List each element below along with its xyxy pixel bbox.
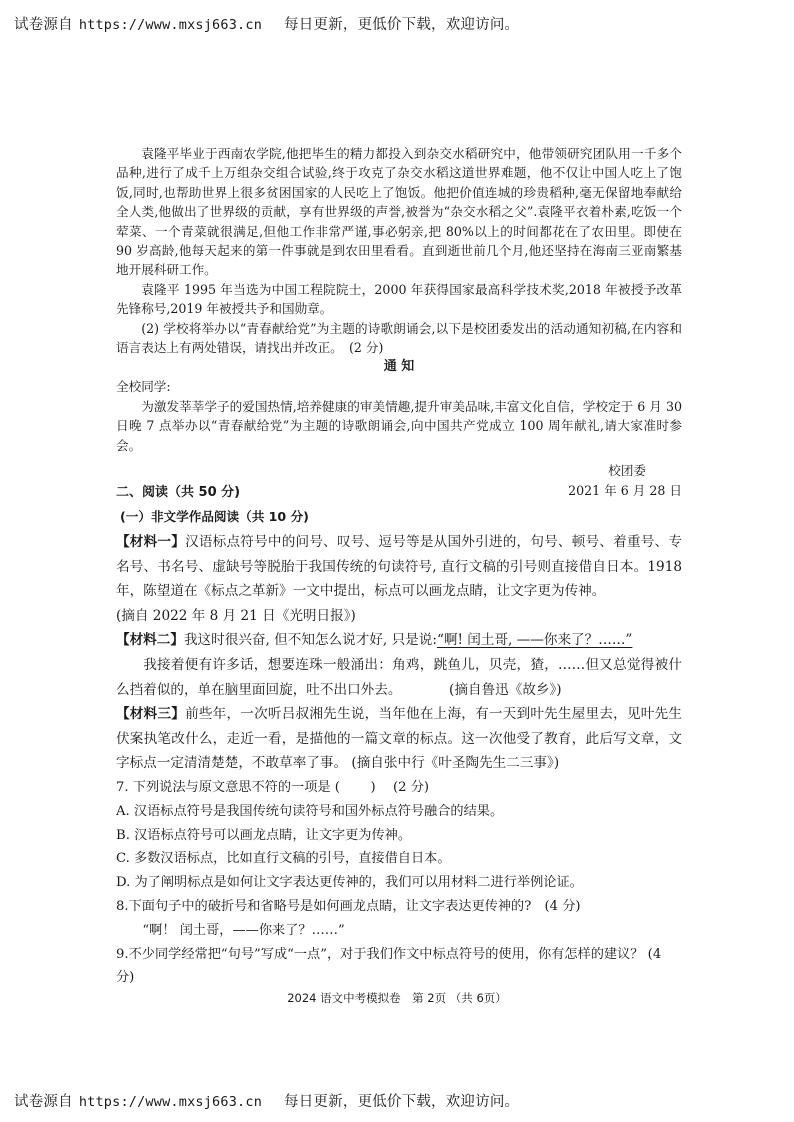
passage-paragraph-1: 袁隆平毕业于西南农学院,他把毕生的精力都投入到杂交水稻研究中，他带领研究团队用一千多个品种,进行了成千上万组杂交组合试验,终于攻克了杂交水稻这道世界难题，他不仅让中国人吃上了饱饭,同时,也帮助世界上很多贫困国家的人民吃上了饱饭。他把价值连城的珍贵稻种,毫无保留地奉献给全人类,他做出了世界级的贡献，享有世界级的声誉,被誉为“杂交水稻之父”.袁隆平衣着朴素,吃饭一个荤菜、一个青菜就很满足,但他工作非常严谨,事必躬亲,把 80%以上的时间都花在了农田里。即使在 90 岁高龄,他每天起来的第一件事就是到农田里看看。直到逝世前几个月,他还坚持在海南三亚南繁基地开展科研工作。 <box>116 146 682 278</box>
passage-block <box>116 144 682 500</box>
passage-paragraph-2: 袁隆平 1995 年当选为中国工程院院士，2000 年获得国家最高科学技术奖,2018 年被授予改革先锋称号,2019 年被授共予和国勋章。 <box>116 281 682 317</box>
material-1-source: (摘自 2022 年 8 月 21 日《光明日报》) <box>116 607 356 624</box>
subsection-heading: (一）非文学作品阅读（共 10 分) <box>120 509 309 524</box>
page-footer: 2024 语文中考模拟卷 第 2页 （共 6页） <box>287 991 507 1005</box>
reading-section <box>116 482 682 990</box>
question-7: 7. 下列说法与原文意思不符的一项是 ( ) (2 分) <box>116 779 430 795</box>
section-heading: 二、阅读（共 50 分) <box>116 485 241 500</box>
material-2-label: 【材料二】 <box>116 632 184 649</box>
notice-date: 2021 年 6 月 28 日 <box>568 482 682 498</box>
banner-slogan: 每日更新，更低价下载，欢迎访问。 <box>284 1094 520 1110</box>
question-9: 9.不少同学经常把“句号”写成“一点”，对于我们作文中标点符号的使用，你有怎样的建议？ (4 分) <box>116 946 662 986</box>
notice-title: 通 知 <box>383 359 415 375</box>
question-8: 8.下面句子中的破折号和省略号是如何画龙点睛，让文字表达更传神的? (4 分) <box>116 898 581 914</box>
banner-url-link[interactable]: https://www.mxsj663.cn <box>78 1094 263 1110</box>
banner-url-link[interactable]: https://www.mxsj663.cn <box>78 17 263 33</box>
material-2-quote: “啊! 闰土哥, ——你来了？……” <box>436 632 633 649</box>
question-8-quote: “啊！ 闰土哥，——你来了？……” <box>142 922 345 938</box>
question-7-option-d: D. 为了阐明标点是如何让文字表达更传神的，我们可以用材料二进行举例论证。 <box>116 875 583 891</box>
material-2 <box>116 628 682 653</box>
question-2-prompt: (2) 学校将举办以“青春献给党”为主题的诗歌朗诵会,以下是校团委发出的活动通知初稿,在内容和语言表达上有两处错误，请找出并改正。 (2 分) <box>116 320 682 356</box>
material-2-continued: 我接着便有许多话，想要连珠一般涌出：角鸡，跳鱼儿，贝壳，猹，……但又总觉得被什么挡着似的，单在脑里面回旋，吐不出口外去。 (摘自鲁迅《故乡》) <box>116 656 682 698</box>
material-2-text-a: 我这时很兴奋, 但不知怎么说才好, 只是说: <box>183 632 437 649</box>
banner-prefix: 试卷源自 <box>14 1094 73 1110</box>
banner-prefix: 试卷源自 <box>14 17 73 33</box>
material-1 <box>116 530 682 604</box>
notice-salutation: 全校同学: <box>116 379 171 395</box>
material-3-label: 【材料三】 <box>116 706 186 723</box>
question-7-option-a: A. 汉语标点符号是我国传统句读符号和国外标点符号融合的结果。 <box>116 803 504 819</box>
question-7-option-c: C. 多数汉语标点，比如直行文稿的引号，直接借自日本。 <box>116 851 451 867</box>
banner-slogan: 每日更新，更低价下载，欢迎访问。 <box>284 17 520 33</box>
material-3 <box>116 702 682 776</box>
material-1-text: 汉语标点符号中的问号、叹号、逗号等是从国外引进的，句号、顿号、着重号、专名号、书名号、虚缺号等脱胎于我国传统的句读符号, 直行文稿的引号则直接借自日本。1918 年，陈望道在《标点之革新》一文中提出，标点可以画龙点睛，让文字更为传神。 <box>116 534 683 600</box>
notice-body: 为激发莘莘学子的爱国热情,培养健康的审美情趣,提升审美品味,丰富文化自信，学校定于 6 月 30 日晚 7 点举办以“青春献给党”为主题的诗歌朗诵会,向中国共产党成立 100 周年献礼,请大家准时参会。 <box>116 398 682 453</box>
question-7-option-b: B. 汉语标点符号可以画龙点睛，让文字更为传神。 <box>116 827 412 843</box>
material-1-label: 【材料一】 <box>116 534 186 550</box>
bottom-banner <box>14 1090 519 1111</box>
notice-signer: 校团委 <box>608 463 646 479</box>
top-banner <box>14 13 519 34</box>
material-3-text: 前些年，一次听吕叔湘先生说，当年他在上海，有一天到叶先生屋里去，见叶先生伏案执笔改什么，走近一看，是描他的一篇文章的标点。这一次他受了教育，此后写文章，文字标点一定清清楚楚，不敢草率了事。 (摘自张中行《叶圣陶先生二三事》) <box>116 706 683 772</box>
